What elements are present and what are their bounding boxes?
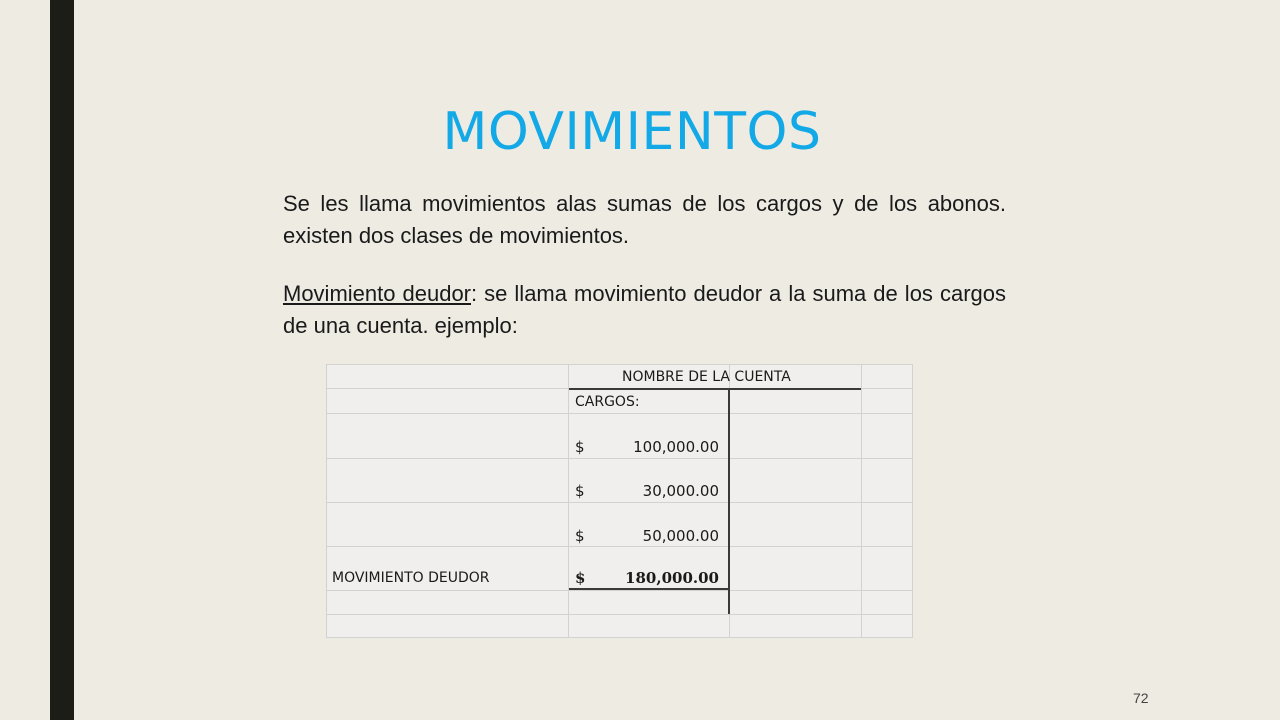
cargo-amount: 30,000.00	[642, 482, 719, 500]
total-rule	[569, 588, 729, 590]
term-movimiento-deudor: Movimiento deudor	[283, 281, 472, 306]
cargos-label: CARGOS:	[575, 394, 640, 410]
account-name-header: NOMBRE DE LA CUENTA	[622, 369, 791, 385]
definition-text: : se llama movimiento deudor a la suma de los cargos de una cuenta. ejemplo:	[283, 281, 1006, 338]
total-label: MOVIMIENTO DEUDOR	[332, 570, 490, 586]
page-number: 72	[1133, 690, 1149, 706]
currency-symbol: $	[575, 438, 585, 456]
total-amount: 180,000.00	[625, 569, 719, 587]
intro-paragraph: Se les llama movimientos alas sumas de los cargos y de los abonos. existen dos clases de movimientos.	[283, 191, 1006, 248]
currency-symbol: $	[575, 482, 585, 500]
currency-symbol: $	[575, 527, 585, 545]
account-table	[326, 364, 913, 638]
t-account-divider	[728, 389, 730, 614]
cargo-amount: 50,000.00	[642, 527, 719, 545]
cargo-amount: 100,000.00	[633, 438, 719, 456]
currency-symbol: $	[575, 569, 586, 587]
slide-title: MOVIMIENTOS	[442, 102, 822, 162]
definition-paragraph	[283, 278, 1006, 342]
t-account-top-line	[569, 388, 861, 390]
